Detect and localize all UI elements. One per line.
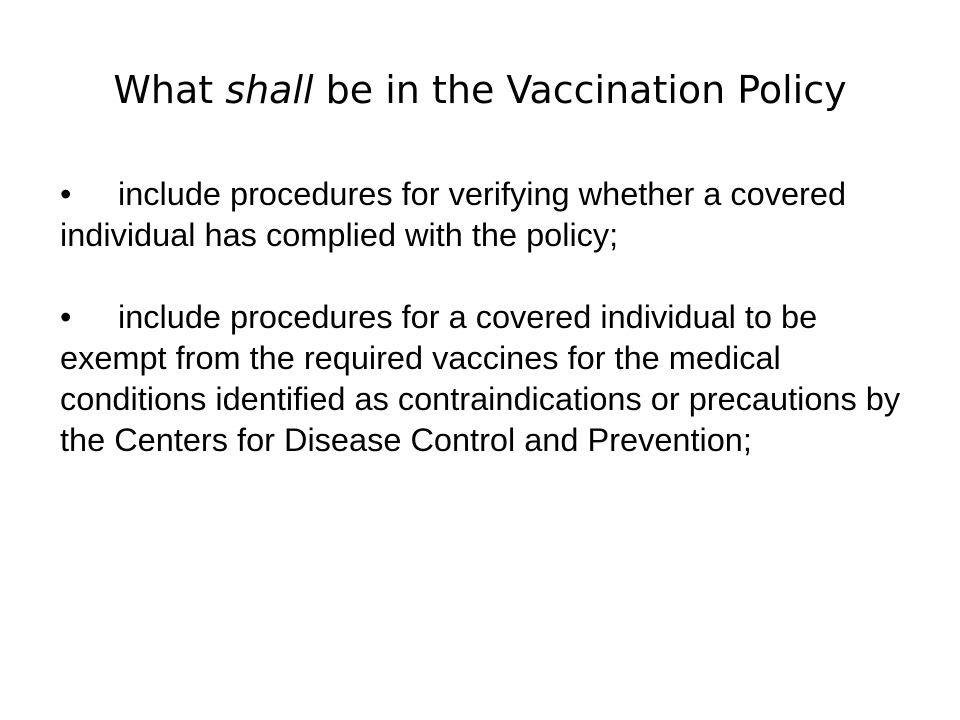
- title-prefix: What: [113, 68, 226, 112]
- bullet-item-exemption: [60, 297, 920, 461]
- bullet-icon: •: [60, 176, 72, 212]
- title-suffix: be in the Vaccination Policy: [313, 68, 847, 112]
- title-emphasis: shall: [225, 68, 314, 112]
- slide-body: [60, 174, 920, 502]
- bullet-icon: •: [60, 299, 72, 335]
- bullet-text: include procedures for verifying whether a covered individual has complied with the policy;: [60, 176, 847, 253]
- bullet-item-verification: [60, 174, 920, 256]
- bullet-text: include procedures for a covered individual to be exempt from the required vaccines for the medical conditions identified as contraindications or precautions by the Centers for Disease Control and Prevention;: [60, 299, 901, 458]
- slide-title: [0, 62, 960, 118]
